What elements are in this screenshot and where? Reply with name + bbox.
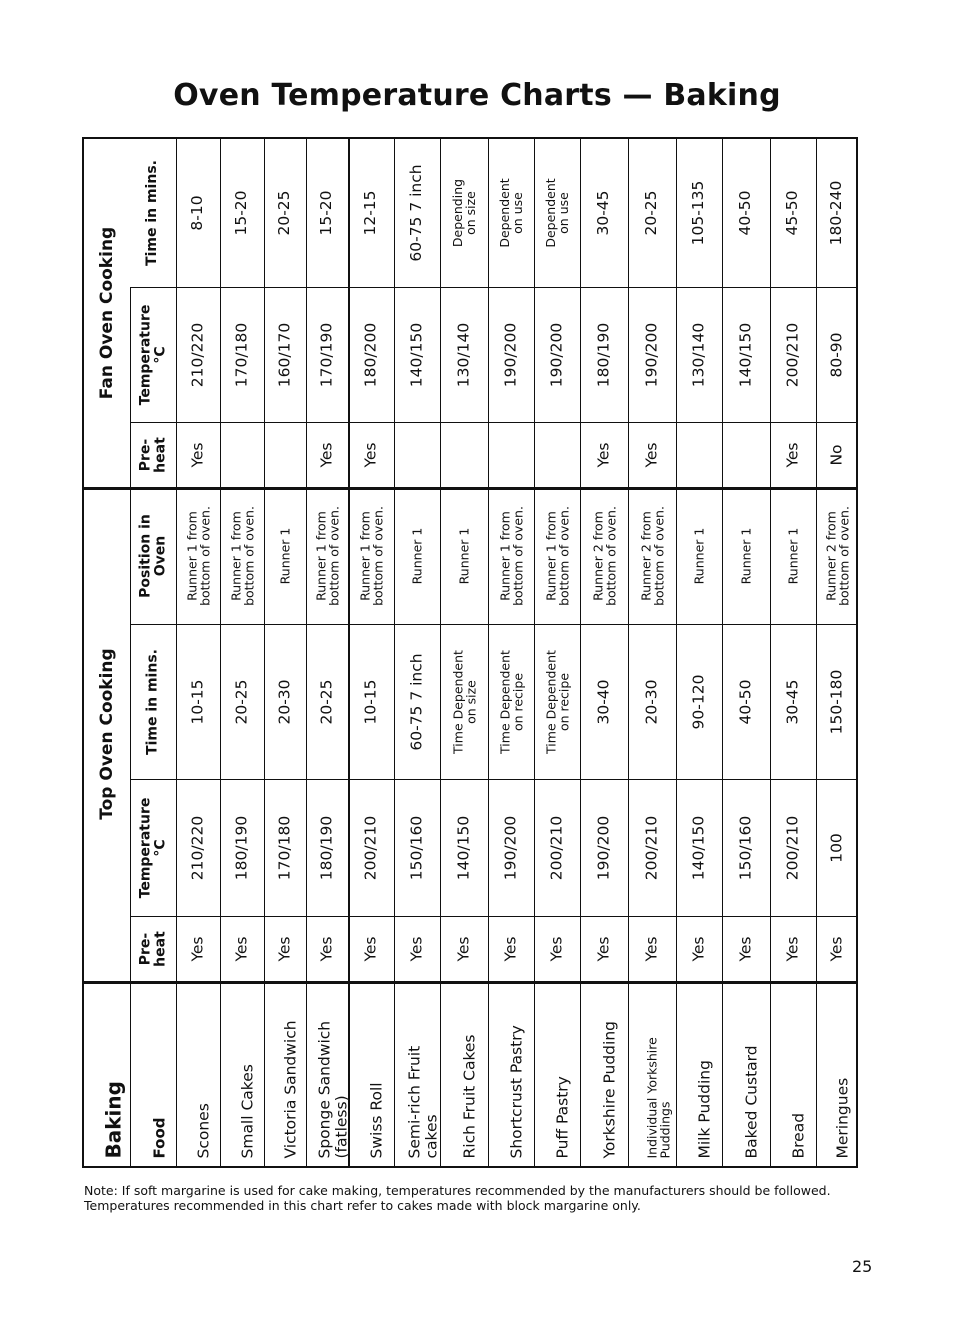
table-cell-fan-temperature: 140/150 xyxy=(736,322,755,387)
column-divider xyxy=(130,624,858,625)
table-cell-position: Runner 1 xyxy=(277,527,293,584)
table-cell-fan-preheat xyxy=(722,426,770,483)
table-cell-top-preheat: Yes xyxy=(361,935,380,962)
table-cell-position: Runner 1 from bottom of oven. xyxy=(496,505,525,606)
table-cell-top-temperature: 150/160 xyxy=(736,815,755,880)
table-cell-top-temperature: 210/220 xyxy=(188,815,207,880)
table-cell-fan-temperature: 160/170 xyxy=(275,322,294,387)
table-cell-fan-preheat xyxy=(394,426,440,483)
table-cell-top-temperature: 180/190 xyxy=(232,815,251,880)
table-cell-fan-preheat xyxy=(534,426,580,483)
table-cell-top-preheat: Yes xyxy=(547,935,566,962)
table-cell-top-preheat: Yes xyxy=(594,935,613,962)
table-cell-food: Scones xyxy=(194,1102,213,1158)
table-cell-fan-temperature: 180/200 xyxy=(361,322,380,387)
table-cell-position: Runner 1 from bottom of oven. xyxy=(183,505,212,606)
table-cell-top-temperature: 200/210 xyxy=(642,815,661,880)
table-cell-top-preheat: Yes xyxy=(454,935,473,962)
table-cell-fan-time: 30-45 xyxy=(594,190,613,236)
table-cell-top-preheat: Yes xyxy=(232,935,251,962)
table-cell-fan-preheat xyxy=(488,426,534,483)
table-cell-fan-time: 60-75 7 inch xyxy=(407,164,426,262)
table-cell-top-time: 60-75 7 inch xyxy=(407,652,426,751)
table-cell-fan-temperature: 190/200 xyxy=(547,322,566,387)
table-cell-top-preheat: Yes xyxy=(501,935,520,962)
header-position: Position in Oven xyxy=(136,513,168,598)
table-cell-top-preheat: Yes xyxy=(188,935,207,962)
table-cell-top-temperature: 100 xyxy=(827,832,846,863)
section-title-baking: Baking xyxy=(101,1080,125,1158)
table-cell-position: Runner 1 xyxy=(691,527,707,584)
table-cell-top-temperature: 140/150 xyxy=(689,815,708,880)
table-cell-top-temperature: 200/210 xyxy=(547,815,566,880)
table-cell-fan-time: 20-25 xyxy=(275,190,294,236)
table-cell-fan-time: 8-10 xyxy=(188,195,207,231)
column-divider xyxy=(130,287,858,288)
table-cell-food: Rich Fruit Cakes xyxy=(460,1034,479,1158)
table-cell-fan-time: 105-135 xyxy=(689,180,708,246)
table-cell-fan-time: 180-240 xyxy=(827,180,846,246)
table-cell-fan-preheat: Yes xyxy=(783,441,802,468)
table-cell-top-time: 20-30 xyxy=(275,678,294,725)
table-cell-fan-time: Dependent on use xyxy=(496,178,525,248)
table-cell-top-time: 30-45 xyxy=(783,678,802,725)
table-cell-fan-time: Dependent on use xyxy=(542,178,571,248)
table-cell-top-temperature: 190/200 xyxy=(501,815,520,880)
table-cell-fan-time: 12-15 xyxy=(361,190,380,236)
table-cell-fan-time: 15-20 xyxy=(232,190,251,236)
table-cell-fan-preheat: Yes xyxy=(317,441,336,468)
table-cell-position: Runner 2 from bottom of oven. xyxy=(637,505,666,606)
table-cell-food: Puff Pastry xyxy=(553,1075,572,1158)
table-cell-fan-preheat xyxy=(264,426,306,483)
table-cell-position: Runner 1 xyxy=(785,527,801,584)
table-cell-position: Runner 1 from bottom of oven. xyxy=(227,505,256,606)
table-cell-fan-preheat xyxy=(440,426,488,483)
table-cell-fan-preheat xyxy=(220,426,264,483)
header-top-temperature: Temperature °C xyxy=(136,797,168,898)
table-cell-top-preheat: Yes xyxy=(275,935,294,962)
table-cell-fan-temperature: 190/200 xyxy=(642,322,661,387)
section-title-fan-oven: Fan Oven Cooking xyxy=(97,226,117,400)
table-cell-top-preheat: Yes xyxy=(736,935,755,962)
table-cell-fan-temperature: 130/140 xyxy=(689,322,708,387)
table-cell-fan-temperature: 190/200 xyxy=(501,322,520,387)
page-number: 25 xyxy=(852,1257,873,1276)
table-cell-position: Runner 1 from bottom of oven. xyxy=(542,505,571,606)
table-cell-top-preheat: Yes xyxy=(783,935,802,962)
section-divider xyxy=(84,487,858,490)
table-cell-top-temperature: 140/150 xyxy=(454,815,473,880)
table-cell-food: Sponge Sandwich (fatless) xyxy=(314,1020,350,1158)
table-cell-food: Small Cakes xyxy=(238,1063,257,1158)
table-cell-fan-time: 20-25 xyxy=(642,190,661,236)
table-cell-top-time: 150-180 xyxy=(827,669,846,734)
table-cell-fan-preheat: Yes xyxy=(188,441,207,468)
table-cell-top-time: 30-40 xyxy=(594,678,613,725)
table-cell-top-preheat: Yes xyxy=(827,935,846,962)
table-cell-food: Bread xyxy=(789,1112,808,1158)
table-cell-top-temperature: 200/210 xyxy=(783,815,802,880)
table-cell-top-time: 20-30 xyxy=(642,678,661,725)
table-cell-fan-temperature: 170/190 xyxy=(317,322,336,387)
column-divider xyxy=(130,422,858,423)
table-cell-fan-preheat: No xyxy=(827,443,846,466)
table-cell-fan-temperature: 180/190 xyxy=(594,322,613,387)
table-cell-fan-preheat xyxy=(676,426,722,483)
column-divider xyxy=(130,916,858,917)
margarine-note: Note: If soft margarine is used for cake making, temperatures recommended by the manufacturers should be followed. Temperatures recommended in this chart refer to cakes made with block margarine only. xyxy=(84,1183,831,1213)
table-cell-fan-temperature: 140/150 xyxy=(407,322,426,387)
table-cell-top-time: 20-25 xyxy=(232,678,251,725)
table-cell-fan-temperature: 130/140 xyxy=(454,322,473,387)
table-cell-food: Milk Pudding xyxy=(695,1059,714,1158)
table-cell-top-temperature: 200/210 xyxy=(361,815,380,880)
table-cell-top-time: Time Dependent on size xyxy=(449,649,478,754)
table-cell-position: Runner 1 xyxy=(738,527,754,584)
header-top-preheat: Pre- heat xyxy=(136,930,168,967)
header-food: Food xyxy=(149,1117,168,1158)
table-cell-top-time: 40-50 xyxy=(736,678,755,725)
table-cell-position: Runner 1 from bottom of oven. xyxy=(312,505,341,606)
table-cell-fan-preheat: Yes xyxy=(594,441,613,468)
table-cell-fan-time: 15-20 xyxy=(317,190,336,236)
header-top-time: Time in mins. xyxy=(144,648,161,755)
page-title: Oven Temperature Charts — Baking xyxy=(173,78,781,113)
header-fan-time: Time in mins. xyxy=(144,160,161,266)
table-cell-position: Runner 1 xyxy=(456,527,472,584)
table-cell-fan-time: 40-50 xyxy=(736,190,755,236)
table-cell-top-preheat: Yes xyxy=(689,935,708,962)
baking-temperature-table xyxy=(82,137,858,1168)
header-fan-temperature: Temperature °C xyxy=(136,304,168,405)
table-cell-position: Runner 2 from bottom of oven. xyxy=(822,505,851,606)
table-cell-food: Baked Custard xyxy=(742,1044,761,1158)
table-cell-food: Semi-rich Fruit cakes xyxy=(404,1045,440,1158)
table-cell-position: Runner 1 xyxy=(409,527,425,584)
table-cell-top-temperature: 190/200 xyxy=(594,815,613,880)
table-cell-position: Runner 1 from bottom of oven. xyxy=(356,505,385,606)
table-cell-food: Swiss Roll xyxy=(367,1081,386,1158)
table-cell-fan-time: 45-50 xyxy=(783,190,802,236)
table-cell-food: Yorkshire Pudding xyxy=(600,1020,619,1158)
table-cell-fan-preheat: Yes xyxy=(642,441,661,468)
column-divider xyxy=(130,779,858,780)
table-cell-top-preheat: Yes xyxy=(642,935,661,962)
table-cell-fan-temperature: 170/180 xyxy=(232,322,251,387)
table-cell-top-temperature: 150/160 xyxy=(407,815,426,880)
table-cell-top-time: 20-25 xyxy=(317,678,336,725)
table-cell-food: Individual Yorkshire Puddings xyxy=(643,1036,672,1158)
table-cell-food: Victoria Sandwich xyxy=(281,1019,300,1158)
table-cell-top-time: 90-120 xyxy=(689,674,708,729)
table-cell-top-time: 10-15 xyxy=(188,678,207,725)
table-cell-fan-time: Depending on size xyxy=(449,178,478,248)
table-cell-top-preheat: Yes xyxy=(407,935,426,962)
table-cell-top-time: 10-15 xyxy=(361,678,380,725)
table-cell-fan-temperature: 80-90 xyxy=(827,331,846,378)
table-cell-fan-temperature: 210/220 xyxy=(188,322,207,387)
section-title-top-oven: Top Oven Cooking xyxy=(97,648,117,820)
table-cell-food: Meringues xyxy=(833,1077,852,1158)
table-cell-top-temperature: 170/180 xyxy=(275,815,294,880)
table-cell-food: Shortcrust Pastry xyxy=(507,1024,526,1158)
table-cell-fan-temperature: 200/210 xyxy=(783,322,802,387)
header-fan-preheat: Pre- heat xyxy=(136,436,168,473)
table-cell-top-temperature: 180/190 xyxy=(317,815,336,880)
table-cell-top-time: Time Dependent on recipe xyxy=(542,649,571,754)
table-cell-top-preheat: Yes xyxy=(317,935,336,962)
table-cell-fan-preheat: Yes xyxy=(361,441,380,468)
table-cell-top-time: Time Dependent on recipe xyxy=(496,649,525,754)
table-cell-position: Runner 2 from bottom of oven. xyxy=(589,505,618,606)
